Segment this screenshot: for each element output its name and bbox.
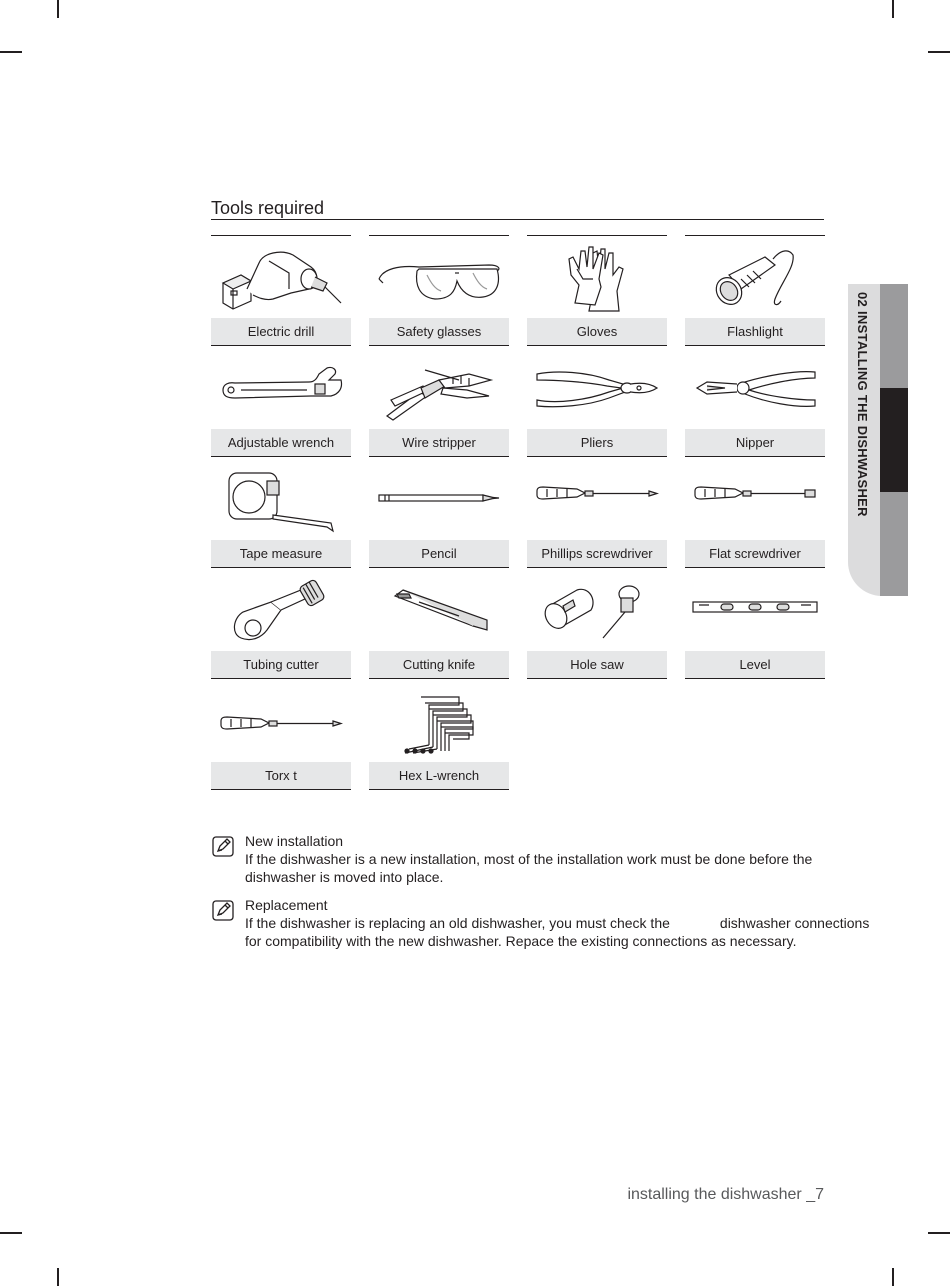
tool-label: Tape measure (211, 540, 351, 568)
note-text: for compatibility with the new dishwasher. Repace the existing connections as necessary. (245, 933, 797, 949)
tab-strip (880, 492, 908, 596)
tool-card-flat-screwdriver (685, 457, 825, 569)
hole-saw-icon (527, 572, 667, 650)
tool-label: Pliers (527, 429, 667, 457)
nipper-icon (685, 350, 825, 428)
tool-card-pliers (527, 346, 667, 458)
note-text: If the dishwasher is replacing an old dishwasher, you must check the (245, 915, 670, 931)
crop-mark (57, 0, 59, 18)
tool-label: Tubing cutter (211, 651, 351, 679)
gloves-icon (527, 239, 667, 317)
tab-strip-active (880, 388, 908, 492)
tool-label: Pencil (369, 540, 509, 568)
crop-mark (0, 1232, 22, 1234)
crop-mark (928, 51, 950, 53)
note-text: If the dishwasher is a new installation, most of the installation work must be done before the (245, 851, 813, 867)
tool-label: Flat screwdriver (685, 540, 825, 568)
card-rule (211, 235, 351, 236)
tool-card-wire-stripper (369, 346, 509, 458)
tool-card-phillips-screwdriver (527, 457, 667, 569)
level-icon (685, 572, 825, 650)
section-title: Tools required (211, 198, 325, 218)
card-rule (527, 235, 667, 236)
tool-card-electric-drill (211, 235, 351, 347)
tool-label: Cutting knife (369, 651, 509, 679)
tool-card-level (685, 568, 825, 680)
crop-mark (57, 1268, 59, 1286)
hex-l-wrench-icon (369, 683, 509, 761)
tool-label: Phillips screwdriver (527, 540, 667, 568)
tool-card-cutting-knife (369, 568, 509, 680)
cutting-knife-icon (369, 572, 509, 650)
card-rule (685, 235, 825, 236)
crop-mark (928, 1232, 950, 1234)
pliers-icon (527, 350, 667, 428)
adjustable-wrench-icon (211, 350, 351, 428)
tool-card-nipper (685, 346, 825, 458)
crop-mark (0, 51, 22, 53)
safety-glasses-icon (369, 239, 509, 317)
pencil-icon (369, 461, 509, 539)
tool-label: Nipper (685, 429, 825, 457)
flat-screwdriver-icon (685, 461, 825, 539)
tool-card-flashlight (685, 235, 825, 347)
tool-label: Electric drill (211, 318, 351, 346)
wire-stripper-icon (369, 350, 509, 428)
tool-card-pencil (369, 457, 509, 569)
note-text-line (245, 914, 905, 932)
tool-label: Gloves (527, 318, 667, 346)
tape-measure-icon (211, 461, 351, 539)
tool-card-hex-l-wrench (369, 679, 509, 791)
note-pencil-icon (211, 834, 235, 858)
chapter-tab-label: 02 INSTALLING THE DISHWASHER (855, 292, 870, 517)
tool-label: Level (685, 651, 825, 679)
tool-card-hole-saw (527, 568, 667, 680)
title-rule (211, 219, 824, 220)
note-pencil-icon (211, 898, 235, 922)
tool-label: Safety glasses (369, 318, 509, 346)
tool-card-tubing-cutter (211, 568, 351, 680)
tool-label: Adjustable wrench (211, 429, 351, 457)
note-text: dishwasher is moved into place. (245, 869, 444, 885)
chapter-tab (848, 284, 908, 596)
tool-card-safety-glasses (369, 235, 509, 347)
torx-screwdriver-icon (211, 683, 351, 761)
phillips-screwdriver-icon (527, 461, 667, 539)
tab-strip (880, 284, 908, 388)
tool-card-tape-measure (211, 457, 351, 569)
electric-drill-icon (211, 239, 351, 317)
tool-card-torx-screwdriver (211, 679, 351, 791)
note-title: Replacement (245, 897, 328, 913)
tool-card-gloves (527, 235, 667, 347)
tool-label: Wire stripper (369, 429, 509, 457)
flashlight-icon (685, 239, 825, 317)
tool-label: Flashlight (685, 318, 825, 346)
tool-card-adjustable-wrench (211, 346, 351, 458)
tool-label: Hex L-wrench (369, 762, 509, 790)
tool-label: Hole saw (527, 651, 667, 679)
tubing-cutter-icon (211, 572, 351, 650)
page-footer: installing the dishwasher _7 (627, 1186, 824, 1203)
tool-label: Torx t (211, 762, 351, 790)
card-rule (369, 235, 509, 236)
crop-mark (892, 0, 894, 18)
note-new-installation (211, 832, 911, 892)
note-replacement (211, 896, 911, 956)
note-text: dishwasher connections (719, 915, 870, 931)
crop-mark (892, 1268, 894, 1286)
note-title: New installation (245, 833, 344, 849)
